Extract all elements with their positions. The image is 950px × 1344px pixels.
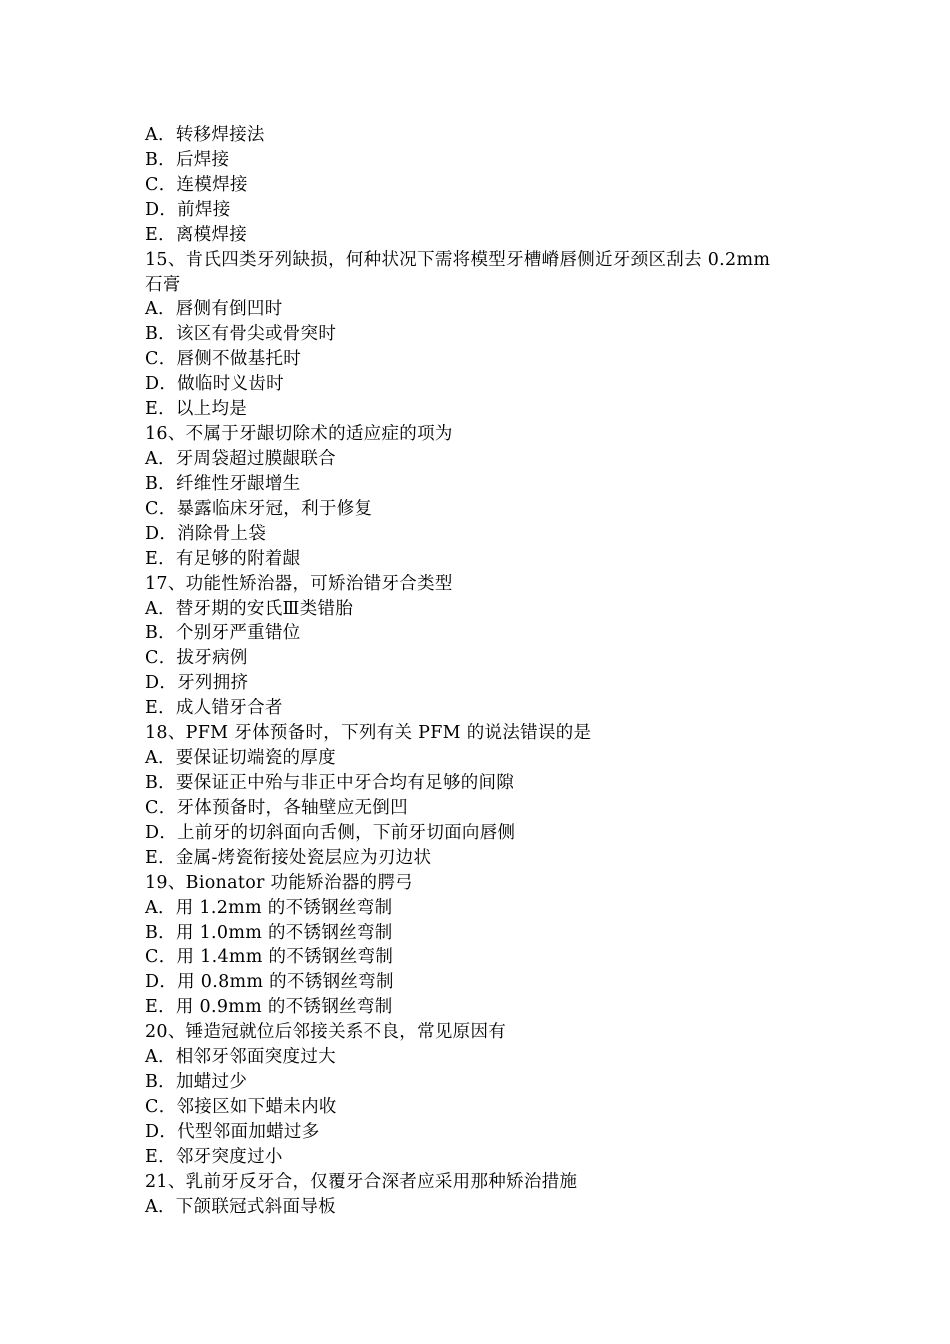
option-line: E．用 0.9mm 的不锈钢丝弯制 bbox=[145, 997, 393, 1018]
option-line: C．拔牙病例 bbox=[145, 648, 248, 669]
option-line: D．前焊接 bbox=[145, 199, 231, 220]
option-line: C．邻接区如下蜡未内收 bbox=[145, 1096, 337, 1117]
option-line: A．要保证切端瓷的厚度 bbox=[145, 748, 336, 769]
option-line: B．个别牙严重错位 bbox=[145, 623, 301, 644]
option-line: E．以上均是 bbox=[145, 399, 248, 420]
option-line: B．该区有骨尖或骨突时 bbox=[145, 324, 337, 345]
option-line: C．连模焊接 bbox=[145, 174, 248, 195]
option-line: D．上前牙的切斜面向舌侧，下前牙切面向唇侧 bbox=[145, 822, 516, 843]
option-line: A．替牙期的安氏Ⅲ类错胎 bbox=[145, 598, 354, 619]
option-line: D．消除骨上袋 bbox=[145, 523, 267, 544]
option-line: E．邻牙突度过小 bbox=[145, 1146, 283, 1167]
option-line: E．离模焊接 bbox=[145, 224, 248, 245]
question-15-continued: 石膏 bbox=[145, 274, 181, 295]
option-line: A．下颌联冠式斜面导板 bbox=[145, 1196, 336, 1217]
question-19: 19、Bionator 功能矫治器的腭弓 bbox=[145, 872, 413, 893]
option-line: A．相邻牙邻面突度过大 bbox=[145, 1047, 336, 1068]
option-line: A．转移焊接法 bbox=[145, 125, 265, 145]
option-line: D．牙列拥挤 bbox=[145, 673, 249, 694]
option-line: B．要保证正中殆与非正中牙合均有足够的间隙 bbox=[145, 772, 515, 793]
question-15: 15、肯氏四类牙列缺损，何种状况下需将模型牙槽嵴唇侧近牙颈区刮去 0.2mm bbox=[145, 249, 771, 270]
question-18: 18、PFM 牙体预备时，下列有关 PFM 的说法错误的是 bbox=[145, 723, 592, 744]
option-line: A．唇侧有倒凹时 bbox=[145, 299, 283, 320]
question-17: 17、功能性矫治器，可矫治错牙合类型 bbox=[145, 573, 453, 594]
option-line: C．暴露临床牙冠，利于修复 bbox=[145, 498, 373, 519]
option-line: E．有足够的附着龈 bbox=[145, 548, 301, 569]
option-line: C．牙体预备时，各轴壁应无倒凹 bbox=[145, 797, 408, 818]
option-line: B．加蜡过少 bbox=[145, 1072, 248, 1093]
option-line: A．用 1.2mm 的不锈钢丝弯制 bbox=[145, 897, 393, 918]
option-line: B．用 1.0mm 的不锈钢丝弯制 bbox=[145, 922, 393, 943]
option-line: C．唇侧不做基托时 bbox=[145, 349, 302, 370]
option-line: E．成人错牙合者 bbox=[145, 698, 283, 719]
option-line: D．代型邻面加蜡过多 bbox=[145, 1121, 320, 1142]
option-line: C．用 1.4mm 的不锈钢丝弯制 bbox=[145, 947, 394, 968]
option-line: A．牙周袋超过膜龈联合 bbox=[145, 448, 336, 469]
question-20: 20、锤造冠就位后邻接关系不良，常见原因有 bbox=[145, 1022, 507, 1043]
option-line: E．金属-烤瓷衔接处瓷层应为刃边状 bbox=[145, 847, 432, 868]
document-body bbox=[145, 123, 815, 1220]
option-line: D．做临时义齿时 bbox=[145, 374, 284, 395]
option-line: B．纤维性牙龈增生 bbox=[145, 473, 301, 494]
question-21: 21、乳前牙反牙合，仅覆牙合深者应采用那种矫治措施 bbox=[145, 1171, 578, 1192]
option-line: D．用 0.8mm 的不锈钢丝弯制 bbox=[145, 972, 394, 993]
question-16: 16、不属于牙龈切除术的适应症的项为 bbox=[145, 424, 453, 445]
option-line: B．后焊接 bbox=[145, 149, 230, 170]
